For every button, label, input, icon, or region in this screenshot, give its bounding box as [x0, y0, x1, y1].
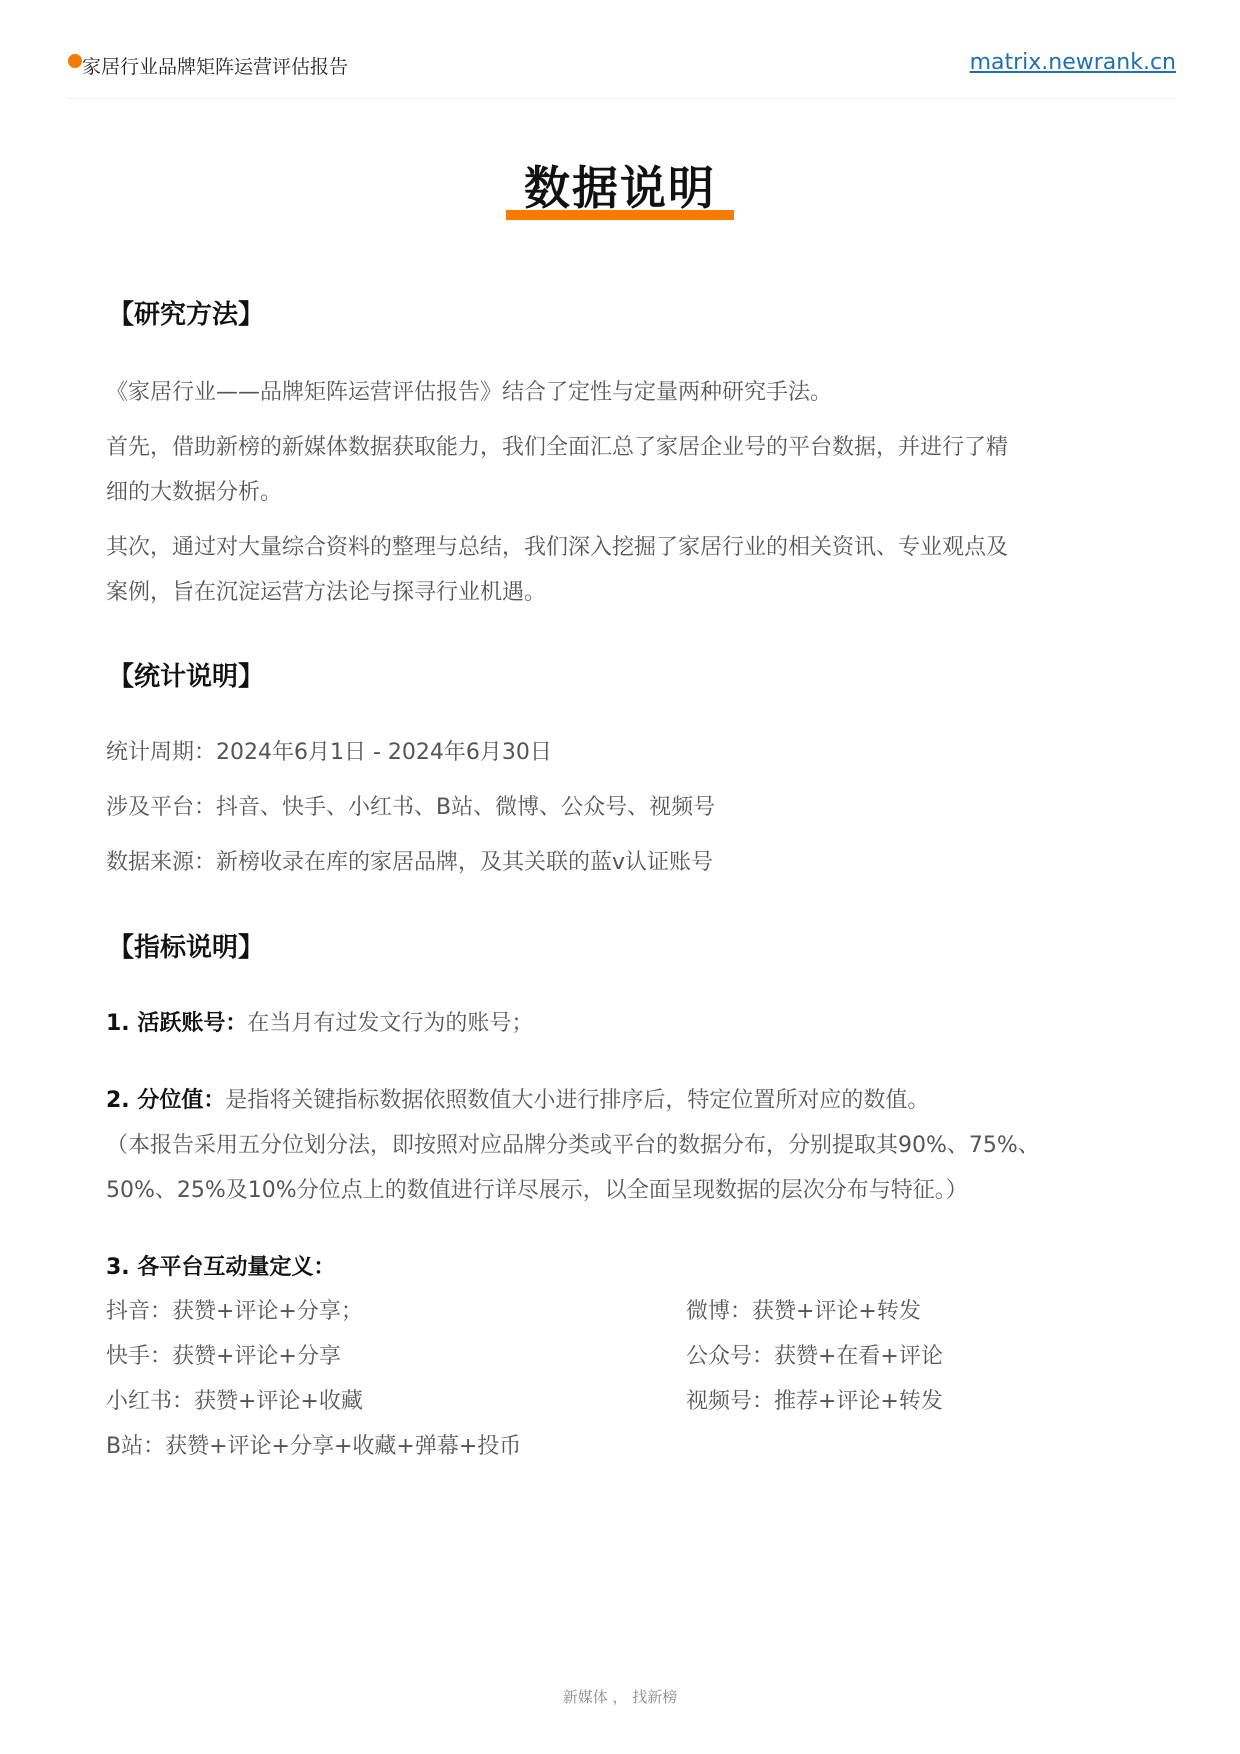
metric-1 — [106, 1001, 1136, 1047]
interaction-def-wechat-oa: 公众号：获赞+在看+评论 — [686, 1344, 943, 1369]
metric-2-note-line1: （本报告采用五分位划分法，即按照对应品牌分类或平台的数据分布，分别提取其90%、75%、 — [106, 1133, 1040, 1158]
method-heading: 【研究方法】 — [108, 300, 265, 330]
footer-slogan: 新媒体 ， 找新榜 — [562, 1688, 678, 1706]
metrics-heading: 【指标说明】 — [108, 933, 265, 963]
method-p1: 《家居行业——品牌矩阵运营评估报告》结合了定性与定量两种研究手法。 — [106, 380, 833, 405]
method-p3-line1: 其次，通过对大量综合资料的整理与总结，我们深入挖掘了家居行业的相关资讯、专业观点及 — [106, 535, 1009, 560]
page-title-text: 数据说明 — [524, 161, 716, 215]
interaction-def-weibo: 微博：获赞+评论+转发 — [686, 1299, 921, 1324]
method-p3-line2: 案例，旨在沉淀运营方法论与探寻行业机遇。 — [106, 580, 547, 605]
metric-2-label: 2. 分位值： — [106, 1088, 226, 1113]
stats-period: 统计周期：2024年6月1日 - 2024年6月30日 — [106, 740, 552, 765]
metric-2-text: 是指将关键指标数据依照数值大小进行排序后，特定位置所对应的数值。 — [225, 1088, 930, 1113]
metric-3-label: 3. 各平台互动量定义： — [106, 1255, 336, 1280]
interaction-def-bilibili: B站：获赞+评论+分享+收藏+弹幕+投币 — [106, 1434, 522, 1459]
metric-2-note-line2: 50%、25%及10%分位点上的数值进行详尽展示，以全面呈现数据的层次分布与特征。） — [106, 1178, 968, 1203]
stats-heading: 【统计说明】 — [108, 662, 265, 692]
method-p2-line1: 首先，借助新榜的新媒体数据获取能力，我们全面汇总了家居企业号的平台数据，并进行了精 — [106, 435, 1009, 460]
metric-1-text: 在当月有过发文行为的账号； — [247, 1011, 534, 1036]
stats-source: 数据来源：新榜收录在库的家居品牌，及其关联的蓝v认证账号 — [106, 850, 714, 875]
page-title-wrap — [0, 158, 1240, 218]
report-title: 家居行业品牌矩阵运营评估报告 — [82, 56, 349, 78]
metric-1-label: 1. 活跃账号： — [106, 1011, 248, 1036]
interaction-def-channels: 视频号：推荐+评论+转发 — [686, 1389, 943, 1414]
page-title — [506, 158, 734, 218]
orange-dot-icon — [68, 54, 82, 68]
method-p2-line2: 细的大数据分析。 — [106, 480, 283, 505]
metric-2 — [106, 1078, 1136, 1124]
interaction-def-xiaohongshu: 小红书：获赞+评论+收藏 — [106, 1389, 363, 1414]
site-link[interactable]: matrix.newrank.cn — [969, 50, 1176, 75]
stats-platforms: 涉及平台：抖音、快手、小红书、B站、微博、公众号、视频号 — [106, 795, 716, 820]
interaction-def-douyin: 抖音：获赞+评论+分享； — [106, 1299, 363, 1324]
interaction-def-kuaishou: 快手：获赞+评论+分享 — [106, 1344, 341, 1369]
page-header — [68, 46, 1176, 99]
